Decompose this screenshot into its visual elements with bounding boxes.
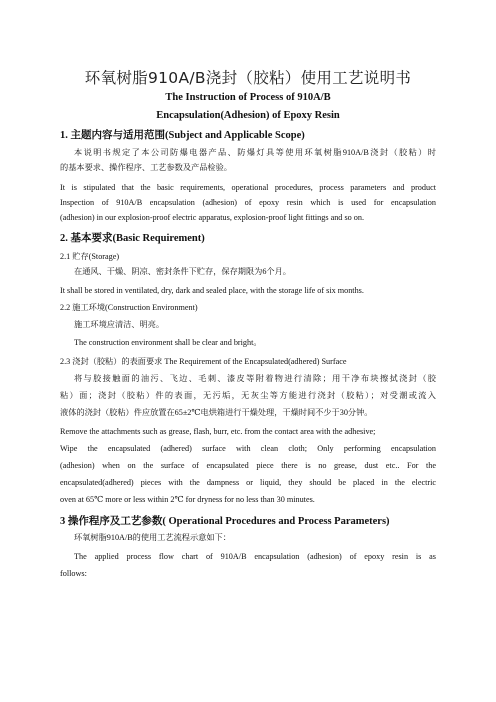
section-2-3-en-line-3: (adhesion) when on the surface of encapsulated piece there is no grease, dust etc.. For the [60, 461, 436, 470]
section-2-3-cn-line-2: 粘）面；浇封（胶粘）件的表面，无污垢，无灰尘等方能进行浇封（胶粘）；对受潮或流入 [60, 391, 436, 400]
document-title: 环氧树脂910A/B浇封（胶粘）使用工艺说明书 [84, 69, 412, 87]
section-2-3-en-line-5: oven at 65℃ more or less within 2℃ for dryness for no less than 30 minutes. [60, 495, 315, 504]
section-3-cn-line-1: 环氧树脂910A/B的使用工艺流程示意如下： [74, 533, 231, 542]
section-2-heading: 2. 基本要求(Basic Requirement) [60, 233, 205, 244]
section-2-3-cn-line-1: 将与胶接触面的油污、飞边、毛刺、漆皮等附着物进行清除；用干净布块擦拭浇封（胶 [74, 374, 436, 383]
section-3-heading: 3 操作程序及工艺参数( Operational Procedures and Process Parameters) [60, 516, 390, 527]
document-subtitle-line-2: Encapsulation(Adhesion) of Epoxy Resin [156, 110, 340, 121]
section-2-3-en-line-1: Remove the attachments such as grease, flash, burr, etc. from the contact area with the adhesive; [60, 427, 376, 436]
section-3-en-line-1: The applied process flow chart of 910A/B encapsulation (adhesion) of epoxy resin is as [74, 552, 436, 561]
section-2-3-en-line-2: Wipe the encapsulated (adhered) surface with clean cloth; Only performing encapsulation [60, 444, 436, 453]
section-2-1-en: It shall be stored in ventilated, dry, dark and sealed place, with the storage life of six months. [60, 286, 364, 295]
section-1-en-line-1: It is stipulated that the basic requirements, operational procedures, process parameters and product [60, 183, 436, 192]
section-2-1-title: 2.1 贮存(Storage) [60, 252, 120, 261]
section-1-en-line-2: Inspection of 910A/B encapsulation (adhesion) of epoxy resin which is used for encapsulation [60, 198, 436, 207]
section-3-en-line-2: follows: [60, 569, 87, 578]
section-2-2-cn: 施工环境应清洁、明亮。 [74, 320, 165, 329]
document-subtitle-line-1: The Instruction of Process of 910A/B [165, 92, 331, 103]
section-2-2-en: The construction environment shall be clear and bright。 [74, 338, 262, 347]
section-1-cn-line-1: 本说明书规定了本公司防爆电器产品、防爆灯具等使用环氧树脂910A/B浇封（胶粘）时 [74, 148, 436, 157]
section-1-en-line-3: (adhesion) in our explosion-proof electric apparatus, explosion-proof light fittings and so on. [60, 213, 365, 222]
section-2-3-title: 2.3 浇封（胶粘）的表面要求 The Requirement of the Encapsulated(adhered) Surface [60, 357, 347, 366]
section-2-3-en-line-4: encapsulated(adhered) pieces with the dampness or liquid, they should be placed in the electric [60, 478, 436, 487]
section-1-heading: 1. 主题内容与适用范围(Subject and Applicable Scope) [60, 130, 305, 141]
section-2-1-cn: 在通风、干燥、阴凉、密封条件下贮存，保存期限为6个月。 [74, 267, 291, 276]
section-2-2-title: 2.2 施工环境(Construction Environment) [60, 303, 198, 312]
section-1-cn-line-2: 的基本要求、操作程序、工艺参数及产品检验。 [60, 163, 232, 172]
section-2-3-cn-line-3: 液体的浇封（胶粘）件应放置在65±2℃电烘箱进行干燥处理，干燥时间不少于30分钟。 [60, 408, 373, 417]
